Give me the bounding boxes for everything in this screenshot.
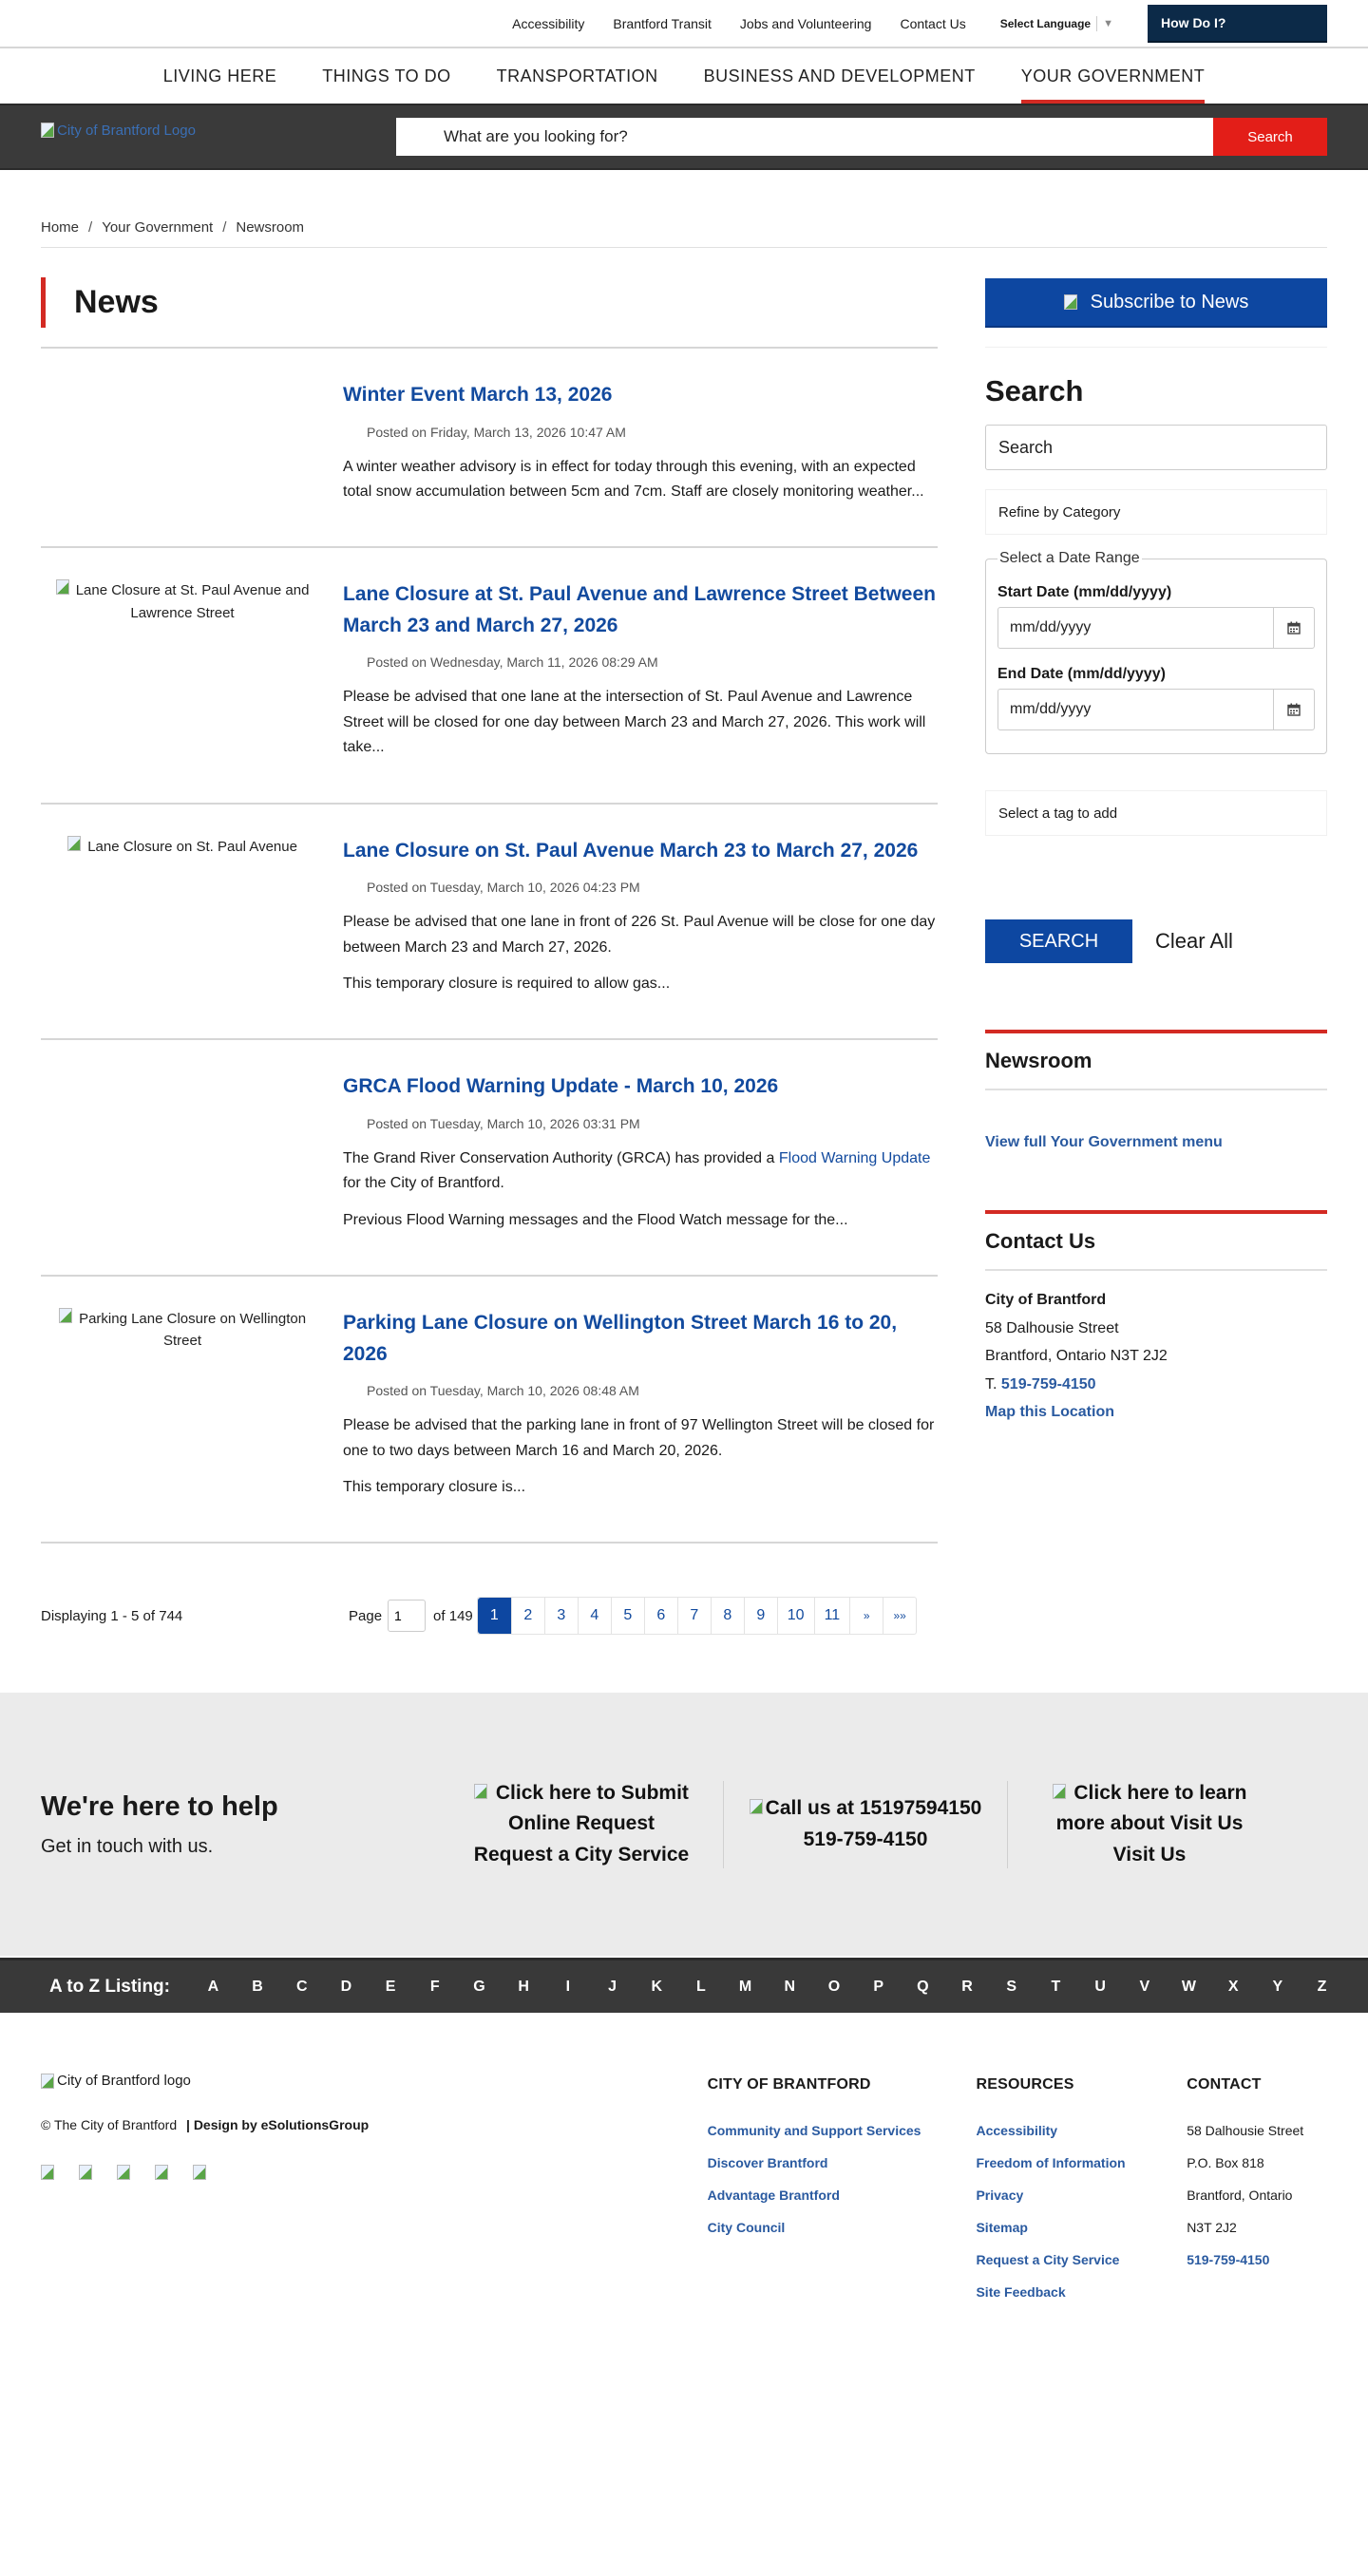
how-do-i-button[interactable]: How Do I? <box>1148 5 1327 43</box>
news-excerpt: Please be advised that one lane in front of 226 St. Paul Avenue will be close for one day between March 23 and March 27, 2026. <box>343 914 936 956</box>
subscribe-label: Subscribe to News <box>1090 291 1249 313</box>
location-icon <box>1053 1784 1066 1799</box>
request-city-service-card[interactable] <box>440 1778 723 1871</box>
news-item <box>41 1040 938 1277</box>
utility-link-contact-us[interactable]: Contact Us <box>900 15 966 31</box>
help-subtitle: Get in touch with us. <box>41 1835 214 1857</box>
breadcrumb-home[interactable]: Home <box>41 219 80 236</box>
news-title-link[interactable]: Winter Event March 13, 2026 <box>343 384 613 406</box>
footer-logo <box>41 2073 708 2089</box>
footer-col-heading: RESOURCES <box>976 2076 1074 2093</box>
news-excerpt: This temporary closure is... <box>343 1478 526 1495</box>
news-thumbnail[interactable] <box>41 579 343 760</box>
page-1-button[interactable]: 1 <box>478 1598 511 1634</box>
image-placeholder-icon <box>59 1308 72 1323</box>
image-placeholder-icon <box>56 579 69 595</box>
news-title-link[interactable]: Parking Lane Closure on Wellington Street March 16 to 20, 2026 <box>343 1312 898 1365</box>
news-date: Posted on Tuesday, March 10, 2026 08:48 AM <box>367 1383 639 1399</box>
news-title-link[interactable]: GRCA Flood Warning Update - March 10, 2026 <box>343 1075 779 1098</box>
map-this-location-link[interactable]: Map this Location <box>985 1404 1114 1421</box>
last-page-button[interactable]: »» <box>883 1598 916 1634</box>
next-page-button[interactable]: » <box>849 1598 883 1634</box>
utility-link-brantford-transit[interactable]: Brantford Transit <box>613 15 712 31</box>
az-letter-n[interactable]: N <box>784 1978 796 1995</box>
language-divider <box>1096 16 1097 31</box>
footer-link[interactable]: Request a City Service <box>976 2252 1120 2267</box>
refine-by-category-select[interactable]: Refine by Category <box>985 489 1327 535</box>
az-letter-t[interactable]: T <box>1051 1978 1061 1995</box>
visit-us-card[interactable] <box>1008 1778 1291 1871</box>
card-label: Request a City Service <box>473 1843 690 1866</box>
az-letter-e[interactable]: E <box>385 1978 396 1995</box>
az-letter-r[interactable]: R <box>961 1978 973 1995</box>
card-label: Visit Us <box>1112 1843 1187 1866</box>
contact-details <box>985 1286 1327 1427</box>
footer-col-heading: CITY OF BRANTFORD <box>707 2076 871 2093</box>
start-date-field <box>998 607 1315 649</box>
contact-phone-row <box>985 1371 1327 1399</box>
news-date: Posted on Wednesday, March 11, 2026 08:29 AM <box>367 654 658 671</box>
contact-widget <box>985 1210 1327 1427</box>
thumbnail-alt-text: Lane Closure at St. Paul Avenue and Lawrence Street <box>75 582 310 621</box>
nav-transportation[interactable]: TRANSPORTATION <box>496 66 658 85</box>
social-icon[interactable] <box>41 2165 54 2180</box>
news-excerpt: Please be advised that the parking lane in front of 97 Wellington Street will be closed for one to two days between March 16 and March 20, 2026. <box>343 1417 935 1459</box>
logo-image-icon <box>41 123 54 138</box>
card-image-alt: Call us at 15197594150 <box>765 1796 982 1819</box>
social-icon[interactable] <box>193 2165 206 2180</box>
rss-icon <box>1064 294 1077 310</box>
news-excerpt: Previous Flood Warning messages and the Flood Watch message for the... <box>343 1211 848 1228</box>
az-letter-l[interactable]: L <box>696 1978 706 1995</box>
start-date-input[interactable] <box>998 608 1273 648</box>
breadcrumb-your-government[interactable]: Your Government <box>102 219 214 236</box>
footer-phone-link[interactable]: 519-759-4150 <box>1187 2252 1270 2267</box>
news-thumbnail[interactable] <box>41 836 343 997</box>
az-letter-a[interactable]: A <box>207 1978 219 1995</box>
az-letter-w[interactable]: W <box>1181 1978 1197 1995</box>
utility-link-accessibility[interactable]: Accessibility <box>512 15 585 31</box>
caret-down-icon: ▼ <box>1103 17 1113 29</box>
page-2-button[interactable]: 2 <box>511 1598 544 1634</box>
news-item <box>41 1277 938 1544</box>
footer-link[interactable]: Freedom of Information <box>976 2155 1126 2170</box>
thumbnail-alt-text: Lane Closure on St. Paul Avenue <box>87 838 297 855</box>
copyright-text: © The City of Brantford <box>41 2117 178 2132</box>
help-title: We're here to help <box>41 1790 278 1822</box>
az-letter-v[interactable]: V <box>1139 1978 1150 1995</box>
help-intro <box>41 1791 440 1858</box>
footer-link[interactable]: Sitemap <box>976 2220 1028 2235</box>
news-excerpt <box>343 1146 938 1197</box>
breadcrumb <box>41 170 1327 248</box>
site-search-input[interactable] <box>396 118 1213 156</box>
az-letter-o[interactable]: O <box>827 1978 841 1995</box>
newsroom-heading: Newsroom <box>985 1033 1327 1090</box>
news-excerpt: Please be advised that one lane at the intersection of St. Paul Avenue and Lawrence Street will be closed for one day between March 23 and March 27, 2026. This work will take... <box>343 689 926 756</box>
divider <box>985 347 1327 348</box>
card-image-alt: Click here to Submit Online Request <box>495 1781 689 1835</box>
news-thumbnail <box>41 1071 343 1233</box>
news-excerpt: A winter weather advisory is in effect for today through this evening, with an expected total snow accumulation between 5cm and 7cm. Staff are closely monitoring weather... <box>343 458 924 500</box>
news-search-input[interactable] <box>985 425 1327 470</box>
phone-icon <box>750 1799 763 1814</box>
excerpt-text: The Grand River Conservation Authority (GRCA) has provided a <box>343 1149 779 1166</box>
footer-link[interactable]: Advantage Brantford <box>707 2188 840 2203</box>
site-logo[interactable] <box>41 123 396 139</box>
site-search-button[interactable]: Search <box>1213 118 1327 156</box>
subscribe-to-news-button[interactable] <box>985 278 1327 328</box>
az-letter-g[interactable]: G <box>473 1978 485 1995</box>
end-date-label: End Date (mm/dd/yyyy) <box>998 666 1166 682</box>
page-3-button[interactable]: 3 <box>544 1598 578 1634</box>
newsroom-widget <box>985 1030 1327 1151</box>
social-links <box>41 2165 708 2180</box>
excerpt-text: for the City of Brantford. <box>343 1175 504 1192</box>
utility-bar <box>0 0 1368 48</box>
a-to-z-label: A to Z Listing: <box>49 1976 170 1997</box>
footer-link[interactable]: Site Feedback <box>976 2284 1066 2300</box>
footer-contact-line: Brantford, Ontario <box>1187 2188 1293 2203</box>
phone-prefix: T. <box>985 1375 1001 1392</box>
az-letter-f[interactable]: F <box>429 1978 440 1995</box>
calendar-icon[interactable] <box>1273 608 1314 648</box>
footer-contact-line: N3T 2J2 <box>1187 2220 1237 2235</box>
news-item <box>41 805 938 1041</box>
total-pages: of 149 <box>433 1607 473 1624</box>
language-select-label: Select Language <box>999 16 1092 30</box>
social-icon[interactable] <box>155 2165 168 2180</box>
page-9-button[interactable]: 9 <box>744 1598 777 1634</box>
footer <box>0 2061 1368 2308</box>
flood-warning-update-link[interactable]: Flood Warning Update <box>778 1149 931 1166</box>
news-thumbnail <box>41 380 343 504</box>
date-range-fieldset <box>985 550 1327 754</box>
footer-brand <box>41 2061 708 2308</box>
footer-link[interactable]: Privacy <box>976 2188 1024 2203</box>
contact-address-line: 58 Dalhousie Street <box>985 1319 1119 1336</box>
pagination <box>41 1597 938 1635</box>
copyright <box>41 2117 708 2132</box>
page-4-button[interactable]: 4 <box>578 1598 611 1634</box>
search-submit-button[interactable]: SEARCH <box>985 919 1132 963</box>
header-band <box>0 104 1368 170</box>
contact-phone-link[interactable]: 519-759-4150 <box>1000 1375 1096 1392</box>
nav-your-government[interactable]: YOUR GOVERNMENT <box>998 48 1228 104</box>
language-select[interactable] <box>1000 16 1113 31</box>
sidebar <box>985 248 1327 1635</box>
az-letter-j[interactable]: J <box>608 1978 617 1995</box>
logo-alt-text: City of Brantford Logo <box>57 122 196 139</box>
breadcrumb-current: Newsroom <box>236 219 305 236</box>
card-label: 519-759-4150 <box>803 1828 928 1850</box>
news-date: Posted on Tuesday, March 10, 2026 03:31 PM <box>367 1115 640 1131</box>
footer-col-resources <box>976 2061 1187 2308</box>
social-icon[interactable] <box>117 2165 130 2180</box>
nav-business-and-development[interactable]: BUSINESS AND DEVELOPMENT <box>703 66 976 85</box>
footer-link[interactable]: Community and Support Services <box>707 2123 922 2138</box>
az-letter-b[interactable]: B <box>252 1978 263 1995</box>
az-letter-i[interactable]: I <box>565 1978 571 1995</box>
results-count: Displaying 1 - 5 of 744 <box>41 1607 183 1624</box>
footer-contact-line: 58 Dalhousie Street <box>1187 2123 1304 2138</box>
main-nav <box>0 48 1368 104</box>
social-icon[interactable] <box>79 2165 92 2180</box>
page-7-button[interactable]: 7 <box>677 1598 711 1634</box>
footer-logo-icon <box>41 2074 54 2089</box>
az-letter-d[interactable]: D <box>340 1978 352 1995</box>
footer-link[interactable]: Accessibility <box>976 2123 1058 2138</box>
az-letter-z[interactable]: Z <box>1317 1978 1327 1995</box>
breadcrumb-separator: / <box>88 219 93 236</box>
news-item <box>41 548 938 804</box>
az-letter-u[interactable]: U <box>1094 1978 1106 1995</box>
utility-link-jobs[interactable]: Jobs and Volunteering <box>739 15 872 31</box>
news-title-link[interactable]: Lane Closure on St. Paul Avenue March 23 to March 27, 2026 <box>343 839 919 862</box>
view-full-menu-link[interactable]: View full Your Government menu <box>985 1134 1223 1150</box>
end-date-field <box>998 689 1315 730</box>
nav-living-here[interactable]: LIVING HERE <box>162 66 277 85</box>
calendar-icon[interactable] <box>1273 690 1314 729</box>
a-to-z-listing <box>0 1958 1368 2013</box>
design-credit-link[interactable]: | Design by eSolutionsGroup <box>186 2117 370 2132</box>
footer-col-city <box>708 2061 977 2308</box>
end-date-input[interactable] <box>998 690 1273 729</box>
az-letter-p[interactable]: P <box>873 1978 884 1995</box>
contact-heading: Contact Us <box>985 1214 1327 1271</box>
image-placeholder-icon <box>67 836 81 851</box>
footer-col-heading: CONTACT <box>1187 2076 1262 2093</box>
footer-link[interactable]: City Council <box>707 2220 786 2235</box>
clear-all-link[interactable]: Clear All <box>1155 929 1233 953</box>
news-title-link[interactable]: Lane Closure at St. Paul Avenue and Lawrence Street Between March 23 and March 27, 2026 <box>343 583 936 636</box>
thumbnail-alt-text: Parking Lane Closure on Wellington Street <box>79 1311 307 1350</box>
help-band <box>0 1693 1368 1956</box>
az-letter-h[interactable]: H <box>518 1978 529 1995</box>
page-10-button[interactable]: 10 <box>777 1598 814 1634</box>
call-us-card[interactable] <box>724 1793 1007 1855</box>
page-links <box>477 1597 917 1635</box>
tag-select[interactable]: Select a tag to add <box>985 790 1327 836</box>
news-date: Posted on Tuesday, March 10, 2026 04:23 PM <box>367 880 640 896</box>
page-number-input[interactable] <box>388 1600 426 1632</box>
contact-org: City of Brantford <box>985 1292 1107 1308</box>
news-thumbnail[interactable] <box>41 1308 343 1500</box>
az-letter-k[interactable]: K <box>651 1978 662 1995</box>
contact-address-line: Brantford, Ontario N3T 2J2 <box>985 1348 1168 1365</box>
page-label: Page <box>349 1607 383 1624</box>
footer-col-contact <box>1187 2061 1327 2308</box>
page-title: News <box>74 284 159 320</box>
news-list-column <box>41 248 938 1635</box>
page-6-button[interactable]: 6 <box>644 1598 677 1634</box>
start-date-label: Start Date (mm/dd/yyyy) <box>998 584 1172 600</box>
search-actions <box>985 919 1327 963</box>
news-excerpt: This temporary closure is required to allow gas... <box>343 975 671 992</box>
az-letter-y[interactable]: Y <box>1272 1978 1283 1995</box>
az-letter-c[interactable]: C <box>295 1978 308 1995</box>
search-heading: Search <box>985 374 1084 407</box>
az-letter-m[interactable]: M <box>738 1978 752 1995</box>
nav-things-to-do[interactable]: THINGS TO DO <box>322 66 451 85</box>
news-item <box>41 349 938 548</box>
card-image-alt: Click here to learn more about Visit Us <box>1055 1781 1247 1835</box>
page-title-block <box>41 277 938 328</box>
page-5-button[interactable]: 5 <box>611 1598 644 1634</box>
az-letter-q[interactable]: Q <box>917 1978 929 1995</box>
page-8-button[interactable]: 8 <box>711 1598 744 1634</box>
date-range-legend: Select a Date Range <box>999 550 1140 566</box>
page-content <box>0 170 1368 1635</box>
footer-logo-alt: City of Brantford logo <box>57 2073 191 2089</box>
breadcrumb-separator: / <box>222 219 227 236</box>
az-letter-s[interactable]: S <box>1006 1978 1017 1995</box>
page-11-button[interactable]: 11 <box>814 1598 850 1634</box>
footer-contact-line: P.O. Box 818 <box>1187 2155 1264 2170</box>
site-search <box>396 118 1327 156</box>
footer-link[interactable]: Discover Brantford <box>707 2155 828 2170</box>
news-date: Posted on Friday, March 13, 2026 10:47 AM <box>367 424 626 440</box>
request-service-icon <box>474 1784 487 1799</box>
az-letter-x[interactable]: X <box>1227 1978 1239 1995</box>
